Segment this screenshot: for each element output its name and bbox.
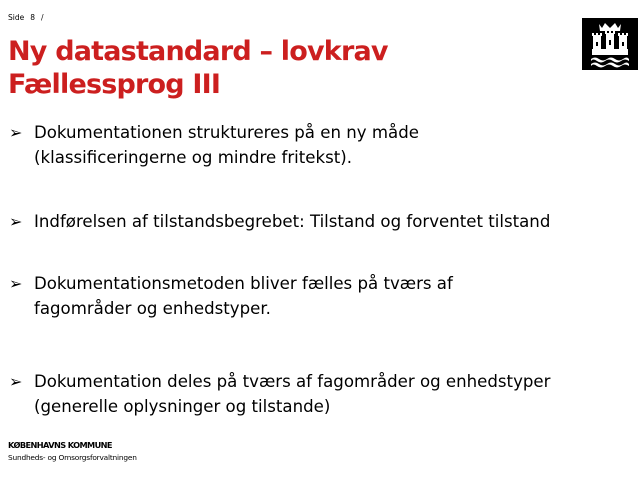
- title-line-2: Fællessprog III: [8, 69, 221, 100]
- bullet-text-line: (klassificeringerne og mindre fritekst).: [34, 148, 352, 167]
- bullet-arrow-icon: ➢: [9, 123, 23, 142]
- page-label: Side: [8, 13, 25, 22]
- bullet-text-line: fagområder og enhedstyper.: [34, 299, 271, 318]
- bullet-arrow-icon: ➢: [9, 274, 23, 293]
- bullet-item: [8, 369, 550, 419]
- coat-of-arms-icon: [582, 18, 638, 70]
- bullet-arrow-icon: ➢: [9, 372, 23, 391]
- page-separator: /: [41, 13, 44, 22]
- bullet-text-line: (generelle oplysninger og tilstande): [34, 397, 331, 416]
- bullet-text-line: Dokumentationen struktureres på en ny måde: [34, 123, 419, 142]
- page-number-value: 8: [30, 13, 36, 22]
- bullet-item: [8, 120, 419, 170]
- bullet-item: [8, 271, 453, 321]
- bullet-text-line: Indførelsen af tilstandsbegrebet: Tilstand og forventet tilstand: [34, 212, 551, 231]
- bullet-text-line: Dokumentation deles på tværs af fagområder og enhedstyper: [34, 372, 551, 391]
- bullet-text-line: Dokumentationsmetoden bliver fælles på tværs af: [34, 274, 453, 293]
- bullet-item: [8, 209, 550, 234]
- title-line-1: Ny datastandard – lovkrav: [8, 36, 388, 67]
- page-number: [8, 13, 44, 22]
- footer-department: Sundheds- og Omsorgsforvaltningen: [8, 453, 137, 462]
- bullet-arrow-icon: ➢: [9, 212, 23, 231]
- footer-organization: KØBENHAVNS KOMMUNE: [8, 440, 112, 450]
- page-title: [8, 35, 388, 101]
